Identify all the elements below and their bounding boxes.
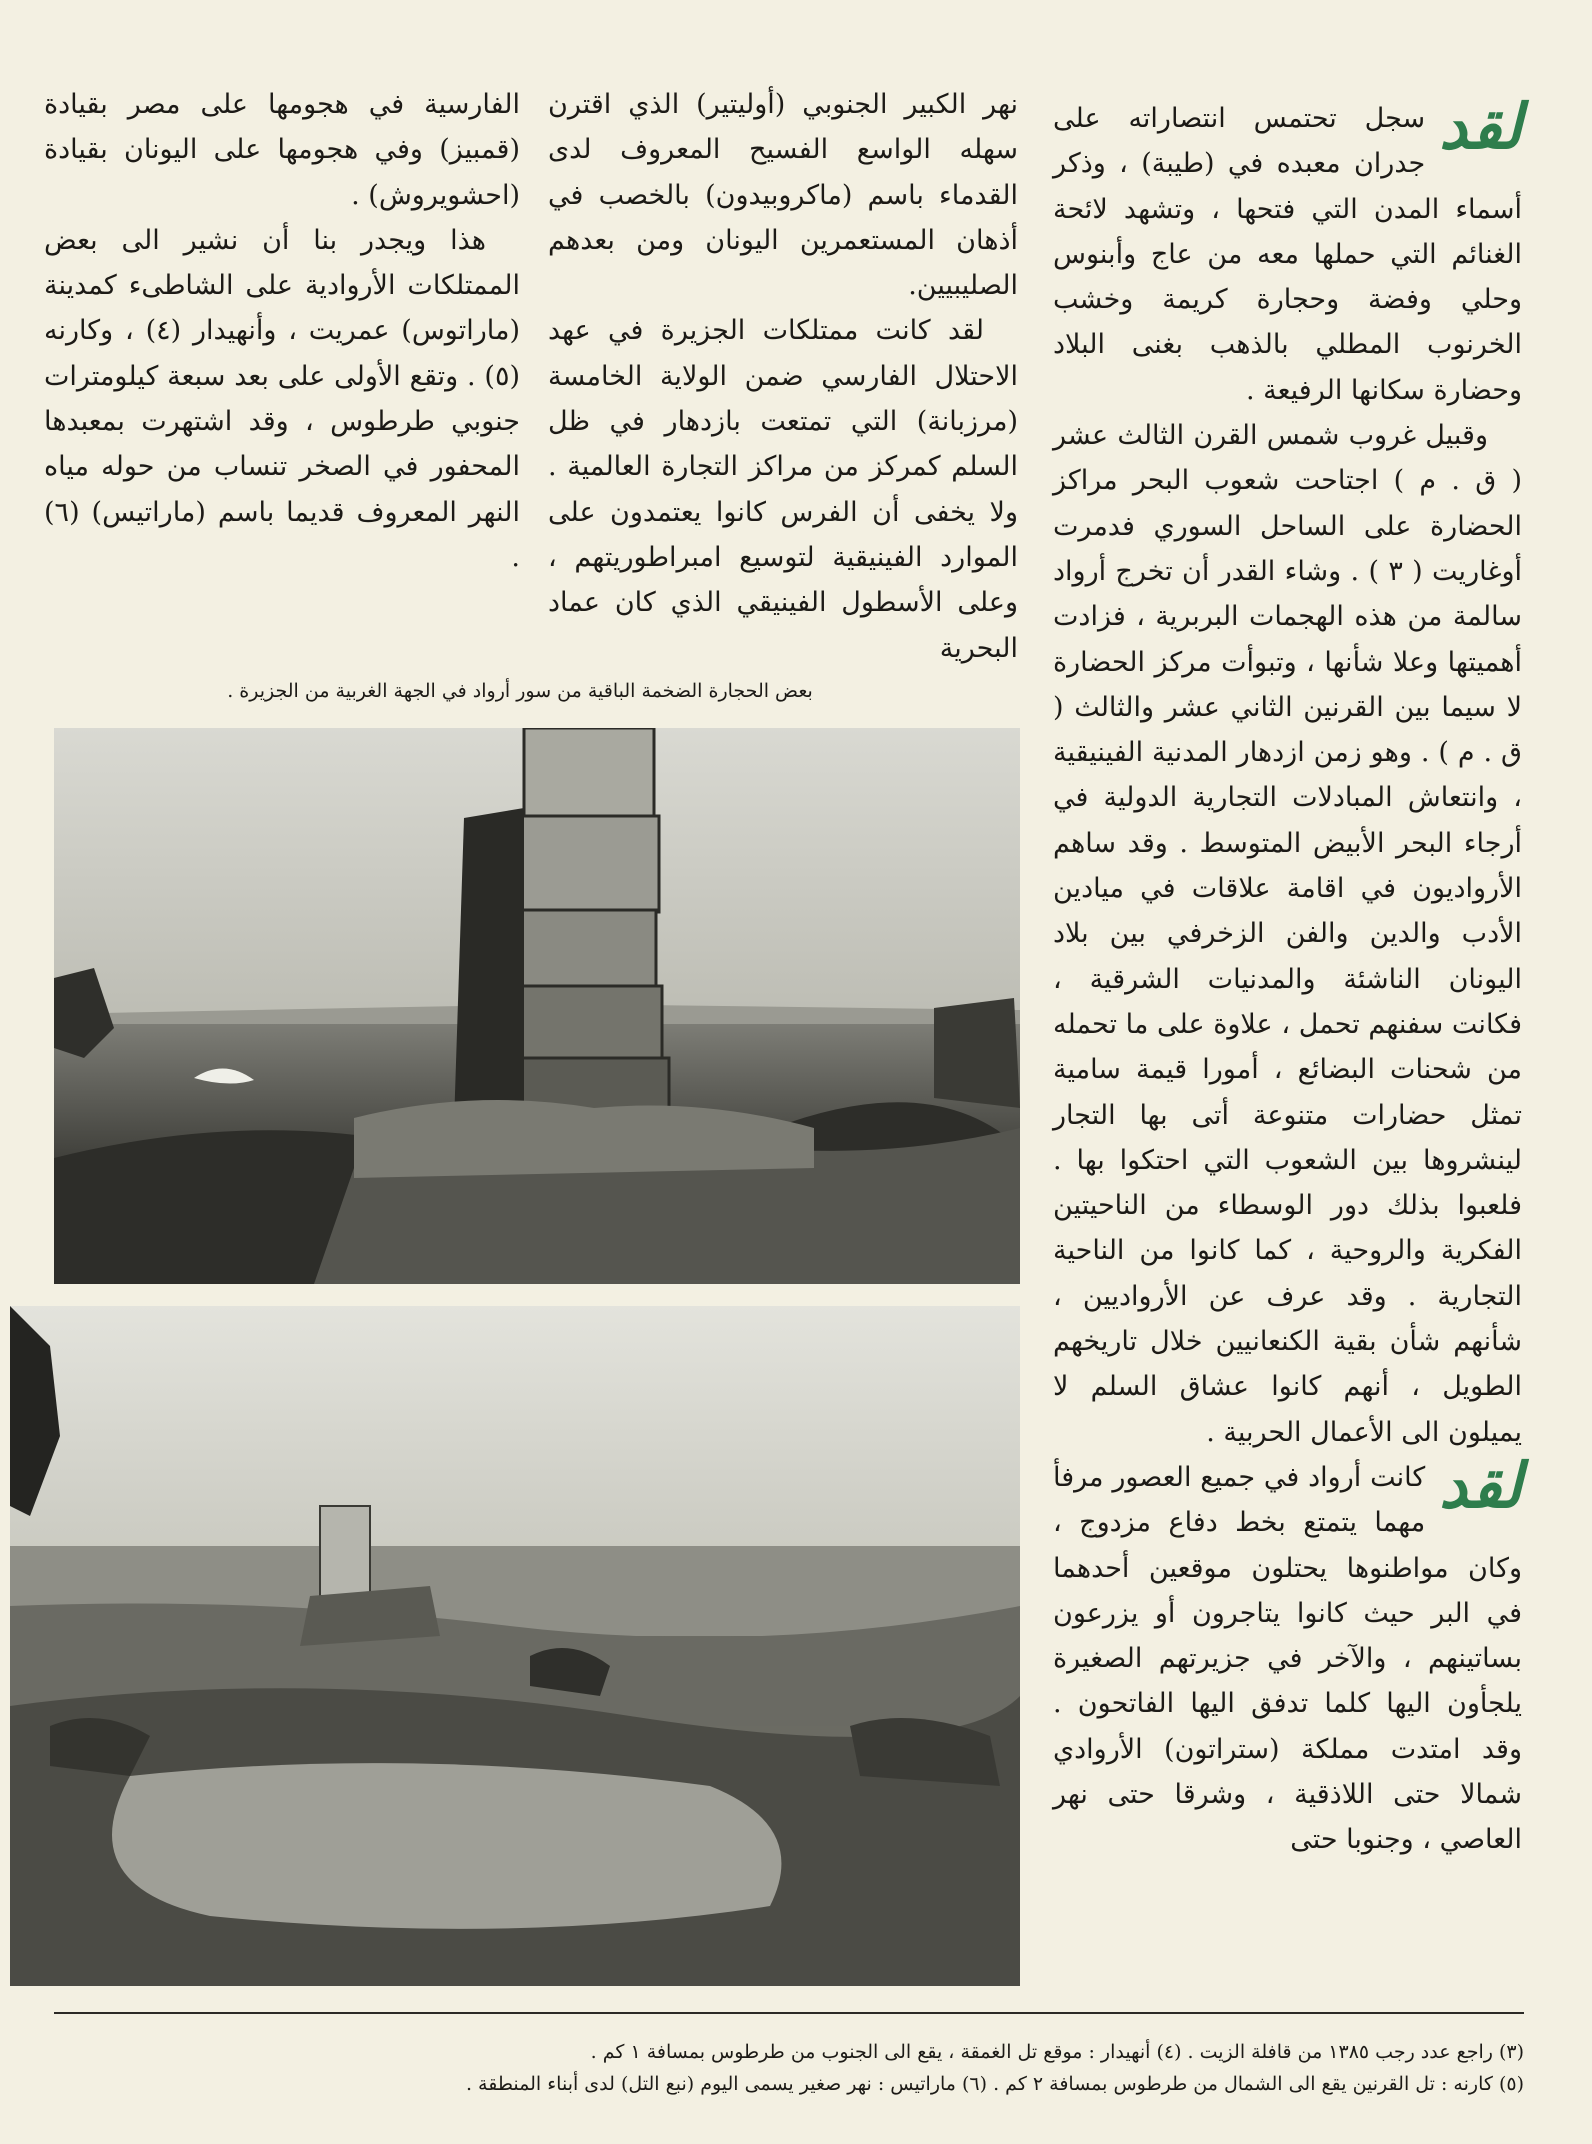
- footnote-divider: [54, 2012, 1524, 2014]
- article-column-right: [1053, 90, 1522, 1863]
- photo-stone-wall-tower: [54, 728, 1020, 1284]
- paragraph-left-2: هذا ويجدر بنا أن نشير الى بعض الممتلكات الأروادية على الشاطىء كمدينة (ماراتوس) عمريت ، وأنهيدار (٤) ، وكارنه (٥) . وتقع الأولى على بعد سبعة كيلومترات جنوبي طرطوس ، وقد اشتهرت بمعبدها المحفور في الصخر تنساب من حوله مياه النهر المعروف قديما باسم (ماراتيس) (٦) .: [44, 224, 520, 573]
- paragraph-left-1: الفارسية في هجومها على مصر بقيادة (قمبيز) وفي هجومها على اليونان بقيادة (احشويروش) .: [44, 89, 520, 211]
- paragraph-middle-1: نهر الكبير الجنوبي (أوليتير) الذي اقترن سهله الواسع الفسيح المعروف لدى القدماء باسم (ماكروبيدون) بالخصب في أذهان المستعمرين اليونان ومن بعدهم الصليبيين.: [548, 89, 1018, 302]
- article-column-left: [44, 82, 520, 580]
- photo-rocky-shore: [10, 1306, 1020, 1986]
- paragraph-right-2: وقبيل غروب شمس القرن الثالث عشر ( ق . م ) اجتاحت شعوب البحر مراكز الحضارة على الساحل السوري فدمرت أوغاريت ( ٣ ) . وشاء القدر أن تخرج أرواد سالمة من هذه الهجمات البربرية ، فزادت أهميتها وعلا شأنها ، وتبوأت مركز الحضارة لا سيما بين القرنين الثاني عشر والثالث ( ق . م ) . وهو زمن ازدهار المدنية الفينيقية ، وانتعاش المبادلات التجارية الدولية في أرجاء البحر الأبيض المتوسط . وقد ساهم الأرواديون في اقامة علاقات في ميادين الأدب والدين والفن الزخرفي بين بلاد اليونان الناشئة والمدنيات الشرقية ، فكانت سفنهم تحمل ، علاوة على ما تحمله من شحنات البضائع ، أمورا قيمة سامية تمثل حضارات متنوعة أتى بها التجار لينشروها بين الشعوب التي احتكوا بها . فلعبوا بذلك دور الوسطاء من الناحيتين الفكرية والروحية ، كما كانوا من الناحية التجارية . وقد عرف عن الأرواديين ، شأنهم شأن بقية الكنعانيين خلال تاريخهم الطويل ، أنهم كانوا عشاق السلم لا يميلون الى الأعمال الحربية .: [1053, 420, 1522, 1448]
- paragraph-right-3: كانت أرواد في جميع العصور مرفأ مهما يتمتع بخط دفاع مزدوج ، وكان مواطنوها يحتلون موقعين أحدهما في البر حيث كانوا يتاجرون أو يزرعون بساتينهم ، والآخر في جزيرتهم الصغيرة يلجأون اليها كلما تدفق اليها الفاتحون . وقد امتدت مملكة (ستراتون) الأروادي شمالا حتى اللاذقية ، وشرقا حتى نهر العاصي ، وجنوبا حتى: [1053, 1461, 1522, 1856]
- dropcap-2: لقد: [1439, 1448, 1522, 1522]
- paragraph-right-1: سجل تحتمس انتصاراته على جدران معبده في (طيبة) ، وذكر أسماء المدن التي فتحها ، وتشهد لائحة الغنائم التي حملها معه من عاج وأبنوس وحلي وفضة وحجارة كريمة وخشب الخرنوب المطلي بالذهب بغنى البلاد وحضارة سكانها الرفيعة .: [1053, 103, 1522, 406]
- dropcap-1: لقد: [1439, 90, 1522, 163]
- paragraph-middle-2: لقد كانت ممتلكات الجزيرة في عهد الاحتلال الفارسي ضمن الولاية الخامسة (مرزبانة) التي تمتعت بازدهار في ظل السلم كمركز من مراكز التجارة العالمية . ولا يخفى أن الفرس كانوا يعتمدون على الموارد الفينيقية لتوسيع امبراطوريتهم ، وعلى الأسطول الفينيقي الذي كان عماد البحرية: [548, 315, 1018, 664]
- footnote-line-2: (٥) كارنه : تل القرنين يقع الى الشمال من طرطوس بمسافة ٢ كم . (٦) ماراتيس : نهر صغير يسمى اليوم (نبع التل) لدى أبناء المنطقة .: [465, 2073, 1524, 2095]
- article-column-middle: [548, 82, 1018, 671]
- photo-caption: بعض الحجارة الضخمة الباقية من سور أرواد في الجهة الغربية من الجزيرة .: [227, 680, 813, 702]
- footnote-line-1: (٣) راجع عدد رجب ١٣٨٥ من قافلة الزيت . (٤) أنهيدار : موقع تل الغمقة ، يقع الى الجنوب من طرطوس بمسافة ١ كم .: [590, 2041, 1524, 2063]
- footnotes: [120, 2036, 1524, 2100]
